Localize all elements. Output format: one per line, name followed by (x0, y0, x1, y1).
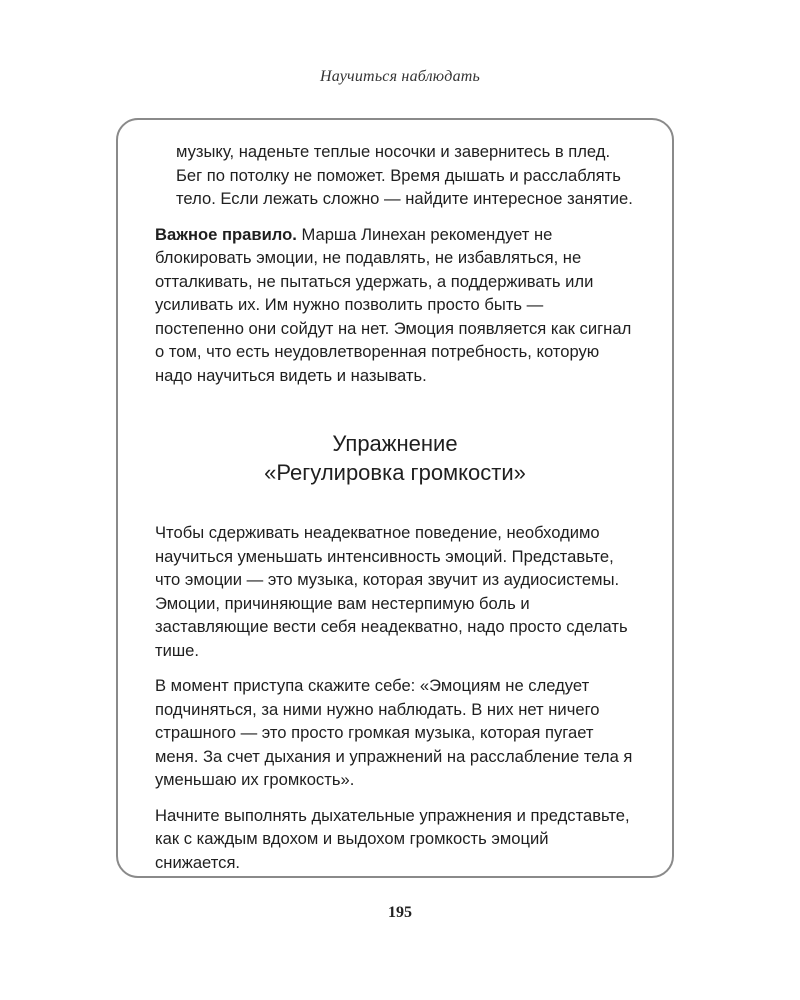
exercise-heading-line2: «Регулировка громкости» (264, 460, 526, 485)
page-number: 195 (388, 904, 412, 921)
paragraph-intro: Чтобы сдерживать неадекватное поведение, необходимо научиться уменьшать интенсивность эмоций. Представьте, что эмоции — это музыка, которая звучит из аудиосистемы. Эмоции, причиняющие вам нестерпимую боль и заставляющие вести себя неадекватно, надо просто сделать тише. (155, 523, 628, 660)
exercise-box (116, 118, 674, 878)
exercise-heading-line1: Упражнение (332, 431, 458, 456)
running-header: Научиться наблюдать (319, 68, 481, 85)
exercise-heading (155, 429, 635, 487)
paragraph-important-rule (155, 223, 635, 388)
paragraph-breathing: Начните выполнять дыхательные упражнения и представьте, как с каждым вдохом и выдохом громкость эмоций снижается. (155, 805, 630, 872)
paragraph-quote: В момент приступа скажите себе: «Эмоциям не следует подчиняться, за ними нужно наблюдать. В них нет ничего страшного — это просто громкая музыка, которая пугает меня. За счет дыхания и упражнений на расслабление тела я уменьшаю их громкость». (155, 676, 633, 789)
paragraph-continued: музыку, наденьте теплые носочки и завернитесь в плед. Бег по потолку не поможет. Время дышать и расслаблять тело. Если лежать сложно — найдите интересное занятие. (176, 142, 633, 208)
important-rule-label: Важное правило. (155, 224, 297, 244)
important-rule-text: Марша Линехан рекомендует не блокировать эмоции, не подавлять, не избавляться, не отталкивать, не пытаться удержать, а поддерживать или усиливать их. Им нужно позволить просто быть — постепенно они сойдут на нет. Эмоция появляется как сигнал о том, что есть неудовлетворенная потребность, которую надо научиться видеть и называть. (155, 224, 632, 385)
